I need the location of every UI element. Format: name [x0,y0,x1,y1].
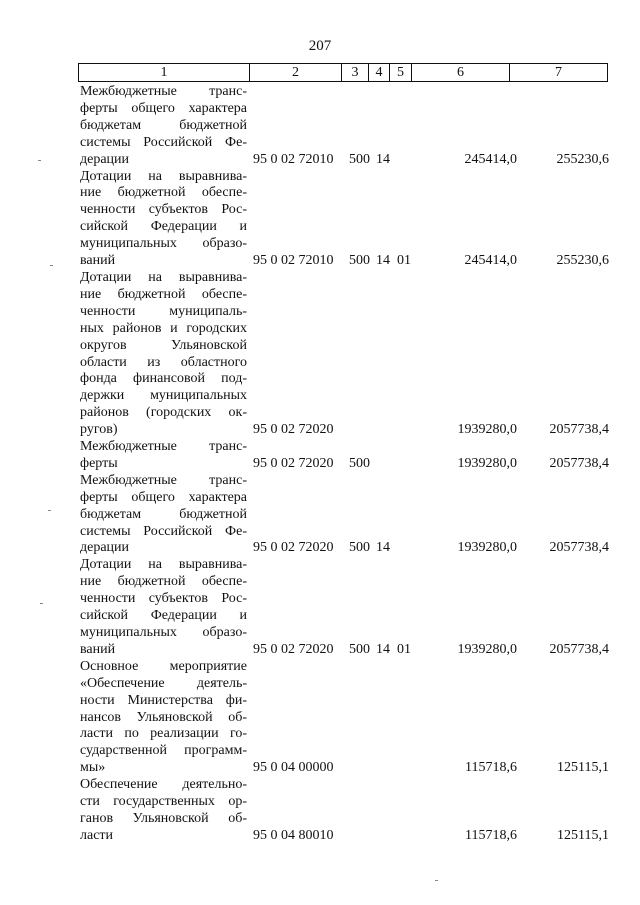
row-name-line: сударственной программ- [80,743,247,759]
row-name-line: ности Министерства фи- [80,692,247,708]
table-row [80,777,610,845]
row-value-2024: 1939280,0 [457,422,517,438]
row-rz: 14 [376,641,390,657]
row-name-line: ваний [80,253,116,269]
row-vr: 500 [349,253,370,269]
row-name-line: области из областного [80,354,247,370]
row-name-line: ние бюджетной обеспе- [80,185,247,201]
row-value-2024: 1939280,0 [457,455,517,471]
row-name-line: ласти [80,827,114,843]
row-name-line: системы Российской Фе- [80,134,247,150]
row-vr: 500 [349,540,370,556]
table-row [80,169,610,270]
row-code: 95 0 04 80010 [253,827,334,843]
row-value-2024: 245414,0 [464,151,517,167]
page-number: 207 [308,38,332,54]
row-name-line: ние бюджетной обеспе- [80,286,247,302]
row-value-2025: 2057738,4 [549,641,609,657]
row-name-line: системы Российской Фе- [80,523,247,539]
row-name-line: фонда финансовой под- [80,371,247,387]
table-header [78,63,608,82]
row-name-line: ченности муниципаль- [80,303,247,319]
row-name-line: ферты общего характера [80,489,247,505]
row-name-line: ченности субъектов Рос- [80,202,247,218]
scan-speck [50,265,53,266]
row-name [80,270,247,439]
row-vr: 500 [349,455,370,471]
scan-speck [40,603,43,604]
row-name-line: Дотации на выравнива- [80,168,247,184]
header-col-2: 2 [250,64,342,81]
row-name-line: дерации [80,540,130,556]
row-code: 95 0 02 72020 [253,540,334,556]
row-value-2024: 1939280,0 [457,641,517,657]
row-name-line: районов (городских ок- [80,405,247,421]
row-value-2025: 255230,6 [556,253,609,269]
row-name-line: Дотации на выравнива- [80,557,247,573]
table-row [80,270,610,439]
row-code: 95 0 02 72010 [253,151,334,167]
header-col-6: 6 [412,64,510,81]
row-name [80,84,247,169]
table-row [80,557,610,658]
row-code: 95 0 02 72020 [253,422,334,438]
row-value-2025: 255230,6 [556,151,609,167]
row-name-line: «Обеспечение деятель- [80,675,247,691]
row-name-line: ферты [80,455,118,471]
row-name [80,777,247,845]
row-value-2025: 125115,1 [557,760,609,776]
row-name-line: мы» [80,760,106,776]
row-name-line: ферты общего характера [80,100,247,116]
row-name [80,439,247,473]
table-row [80,659,610,777]
row-name [80,659,247,777]
table-row [80,439,610,473]
row-name-line: ласти по реализации го- [80,726,247,742]
row-name-line: ганов Ульяновской об- [80,810,247,826]
row-name-line: Обеспечение деятельно- [80,777,247,793]
row-name-line: Межбюджетные транс- [80,439,247,455]
row-rz: 14 [376,253,390,269]
row-name-line: ных районов и городских [80,320,247,336]
row-name-line: муниципальных образо- [80,236,247,252]
scan-speck [38,160,41,161]
row-name-line: Межбюджетные транс- [80,472,247,488]
row-name-line: округов Ульяновской [80,337,247,353]
row-value-2025: 125115,1 [557,827,609,843]
row-name [80,557,247,658]
row-value-2024: 1939280,0 [457,540,517,556]
row-name-line: бюджетам бюджетной [80,506,247,522]
row-value-2024: 115718,6 [465,760,517,776]
row-name-line: сийской Федерации и [80,219,247,235]
row-name-line: Основное мероприятие [80,658,247,674]
row-name-line: ругов) [80,422,118,438]
row-code: 95 0 02 72020 [253,455,334,471]
row-vr: 500 [349,641,370,657]
row-value-2025: 2057738,4 [549,422,609,438]
row-name-line: дерации [80,151,130,167]
header-col-3: 3 [342,64,369,81]
scan-speck [435,880,438,881]
row-pr: 01 [397,641,411,657]
scan-speck [48,510,51,511]
row-vr: 500 [349,151,370,167]
row-pr: 01 [397,253,411,269]
row-name [80,473,247,558]
row-name-line: ченности субъектов Рос- [80,591,247,607]
row-rz: 14 [376,151,390,167]
row-name-line: ваний [80,641,116,657]
header-col-1: 1 [79,64,250,81]
row-name-line: держки муниципальных [80,388,247,404]
row-code: 95 0 02 72020 [253,641,334,657]
row-name-line: сийской Федерации и [80,608,247,624]
row-value-2025: 2057738,4 [549,540,609,556]
row-value-2025: 2057738,4 [549,455,609,471]
row-name-line: бюджетам бюджетной [80,117,247,133]
header-col-5: 5 [390,64,412,81]
row-rz: 14 [376,540,390,556]
table-body [80,84,610,845]
row-code: 95 0 04 00000 [253,760,334,776]
table-row [80,84,610,169]
row-code: 95 0 02 72010 [253,253,334,269]
row-value-2024: 115718,6 [465,827,517,843]
row-name-line: сти государственных ор- [80,794,247,810]
row-value-2024: 245414,0 [464,253,517,269]
header-col-4: 4 [369,64,390,81]
row-name-line: нансов Ульяновской об- [80,709,247,725]
header-col-7: 7 [555,65,562,80]
row-name-line: Межбюджетные транс- [80,84,247,99]
row-name-line: Дотации на выравнива- [80,269,247,285]
row-name-line: муниципальных образо- [80,625,247,640]
row-name-line: ние бюджетной обеспе- [80,574,247,590]
row-name [80,169,247,270]
table-row [80,473,610,558]
